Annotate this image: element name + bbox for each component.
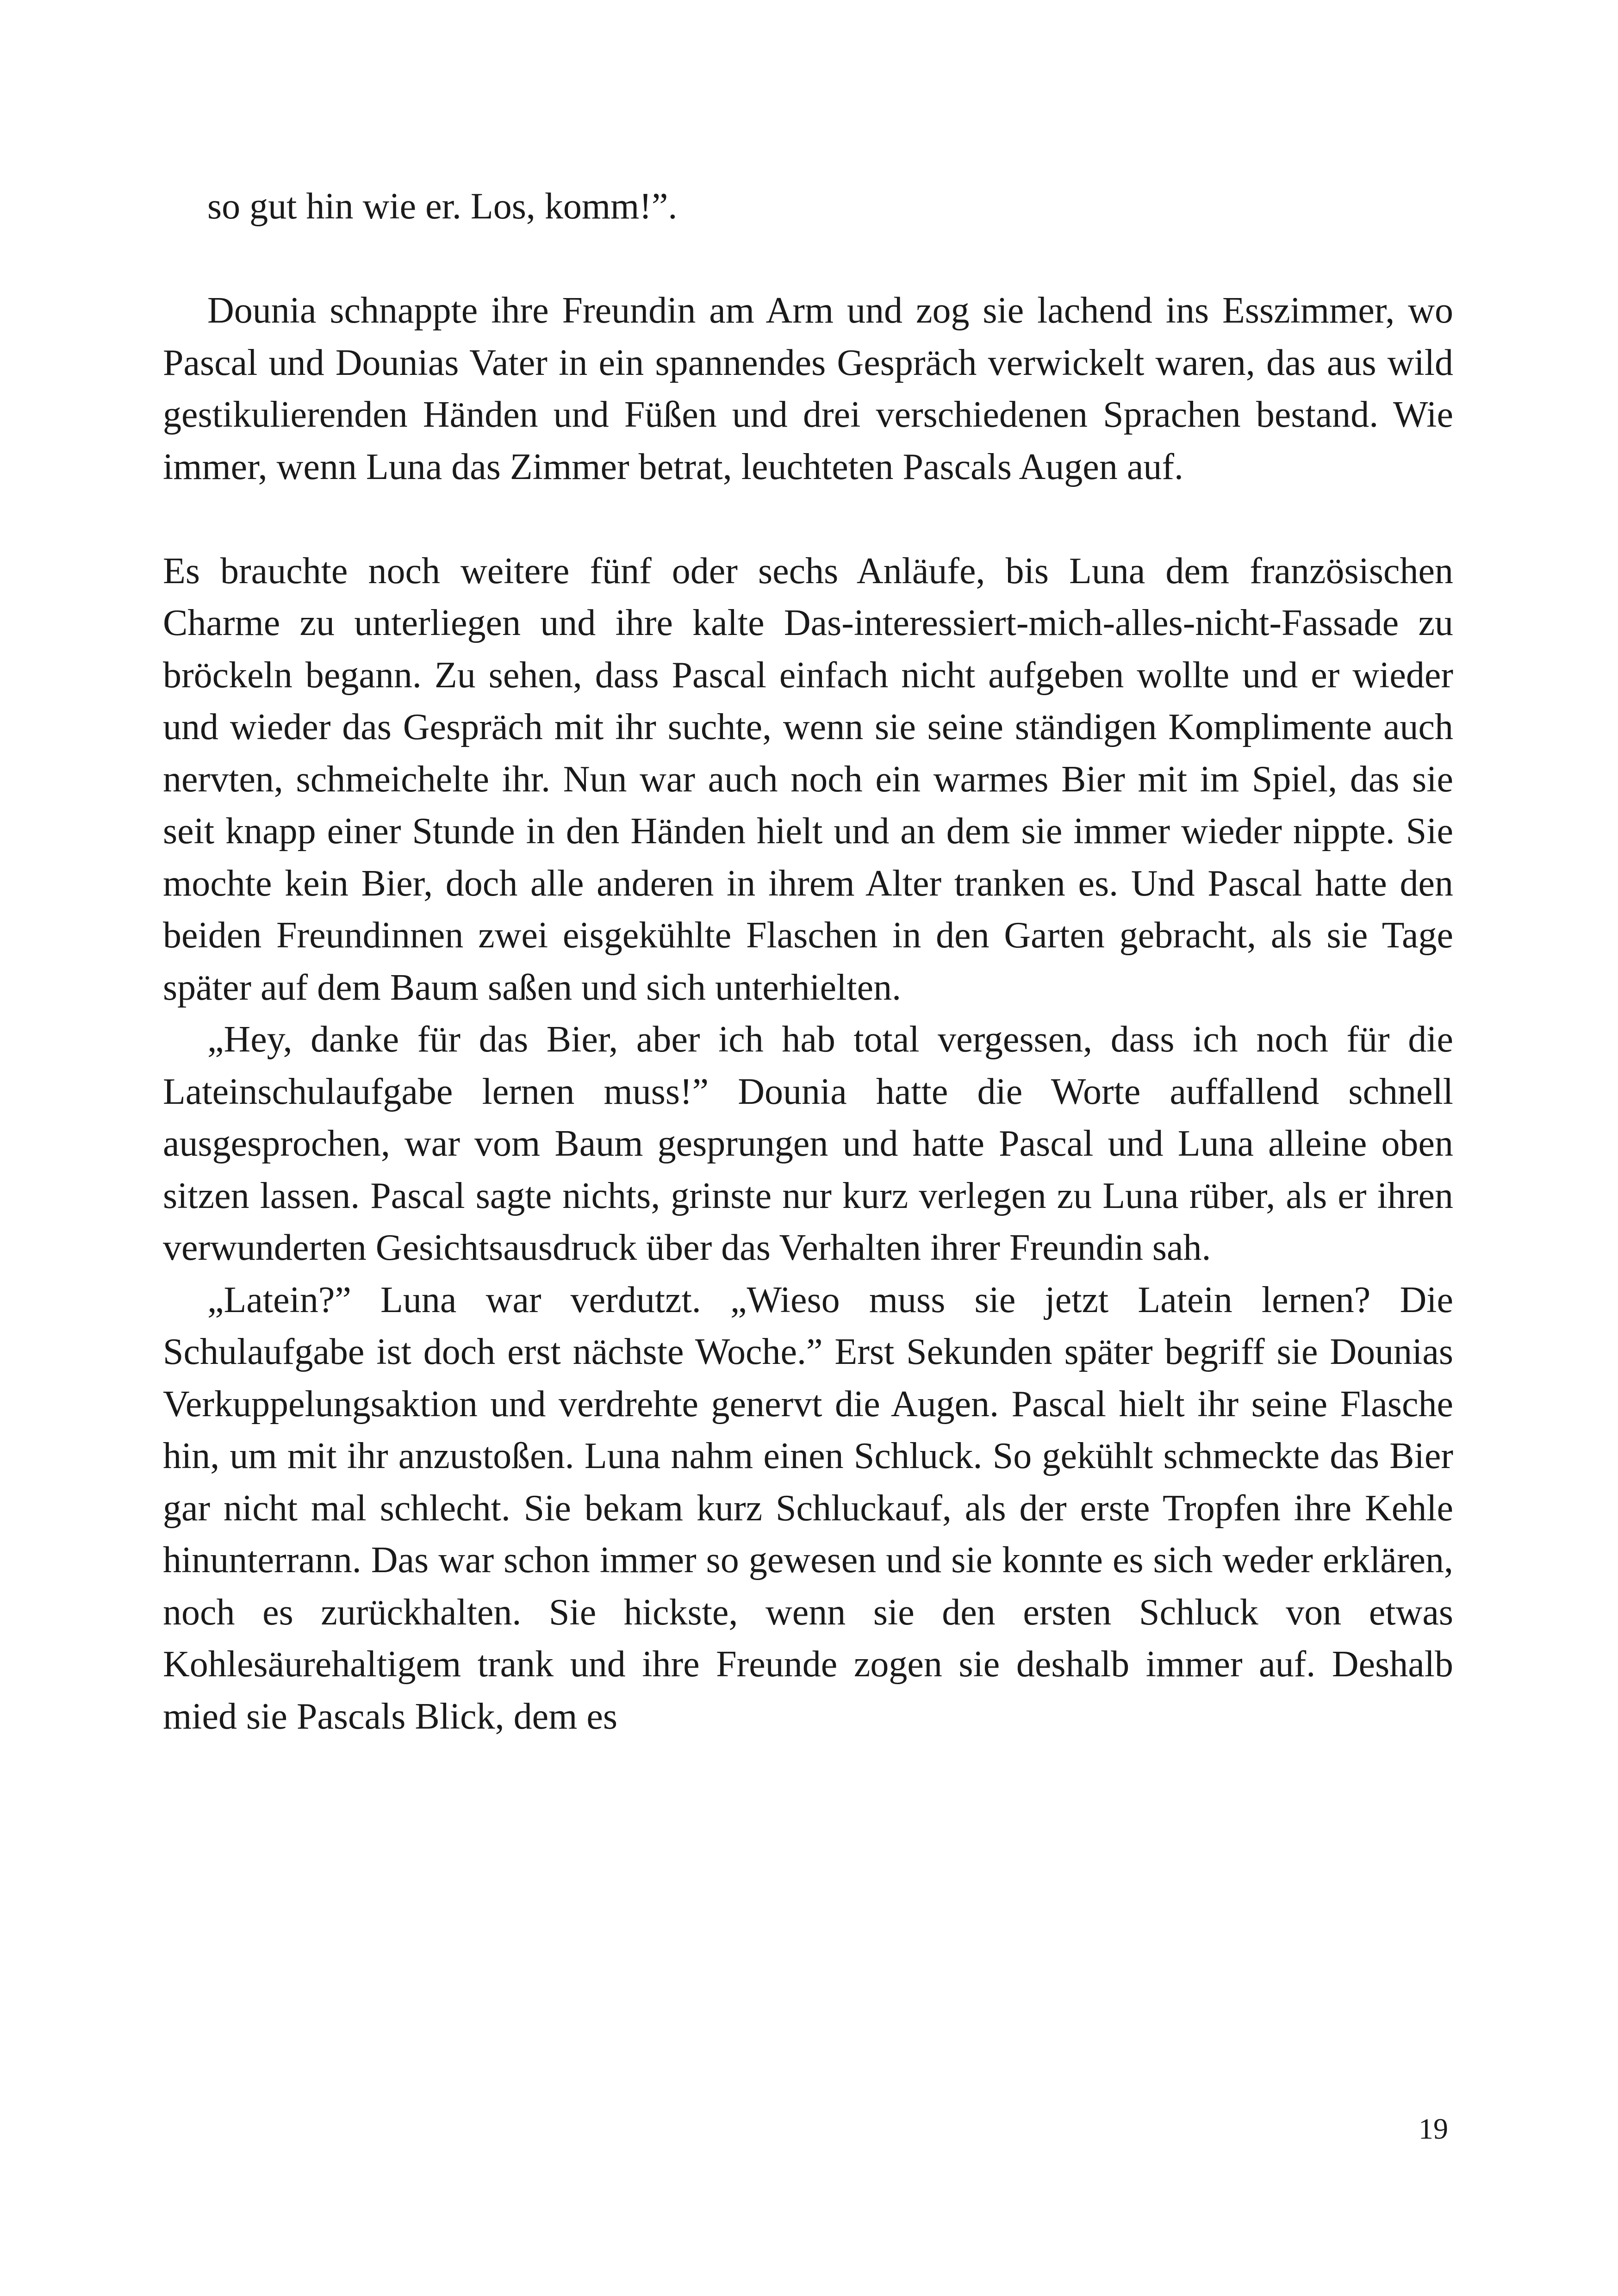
body-text [163, 180, 1453, 1742]
paragraph-french-charm: Es brauchte noch weitere fünf oder sechs Anläufe, bis Luna dem französischen Charme zu unterliegen und ihre kalte Das-interessiert-mich-alles-nicht-Fassade zu bröckeln begann. Zu sehen, dass Pascal einfach nicht aufgeben wollte und er wieder und wieder das Gespräch mit ihr suchte, wenn sie seine ständigen Komplimente auch nervten, schmeichelte ihr. Nun war auch noch ein warmes Bier mit im Spiel, das sie seit knapp einer Stunde in den Händen hielt und an dem sie immer wieder nippte. Sie mochte kein Bier, doch alle anderen in ihrem Alter tranken es. Und Pascal hatte den beiden Freundinnen zwei eisgekühlte Flaschen in den Garten gebracht, als sie Tage später auf dem Baum saßen und sich unterhielten. [163, 550, 1453, 1008]
paragraph-dinner-room: Dounia schnappte ihre Freundin am Arm und zog sie lachend ins Esszimmer, wo Pascal und Dounias Vater in ein spannendes Gespräch verwickelt waren, das aus wild gestikulierenden Händen und Füßen und drei verschiedenen Sprachen bestand. Wie immer, wenn Luna das Zimmer betrat, leuchteten Pascals Augen auf. [163, 290, 1453, 487]
paragraph-dialogue-hey: „Hey, danke für das Bier, aber ich hab total vergessen, dass ich noch für die Lateinschulaufgabe lernen muss!” Dounia hatte die Worte auffallend schnell ausgesprochen, war vom Baum gesprungen und hatte Pascal und Luna alleine oben sitzen lassen. Pascal sagte nichts, grinste nur kurz verlegen zu Luna rüber, als er ihren verwunderten Gesichtsausdruck über das Verhalten ihrer Freundin sah. [163, 1019, 1453, 1268]
paragraph-dialogue-latein: „Latein?” Luna war verdutzt. „Wieso muss sie jetzt Latein lernen? Die Schulaufgabe ist doch erst nächste Woche.” Erst Sekunden später begriff sie Dounias Verkuppelungsaktion und verdrehte genervt die Augen. Pascal hielt ihr seine Flasche hin, um mit ihr anzustoßen. Luna nahm einen Schluck. So gekühlt schmeckte das Bier gar nicht mal schlecht. Sie bekam kurz Schluckauf, als der erste Tropfen ihre Kehle hinunterrann. Das war schon immer so gewesen und sie konnte es sich weder erklären, noch es zurückhalten. Sie hickste, wenn sie den ersten Schluck von etwas Kohlesäurehaltigem trank und ihre Freunde zogen sie deshalb immer auf. Deshalb mied sie Pascals Blick, dem es [163, 1279, 1453, 1737]
page-number: 19 [1419, 2112, 1448, 2145]
paragraph-continuation: so gut hin wie er. Los, komm!”. [207, 186, 678, 227]
